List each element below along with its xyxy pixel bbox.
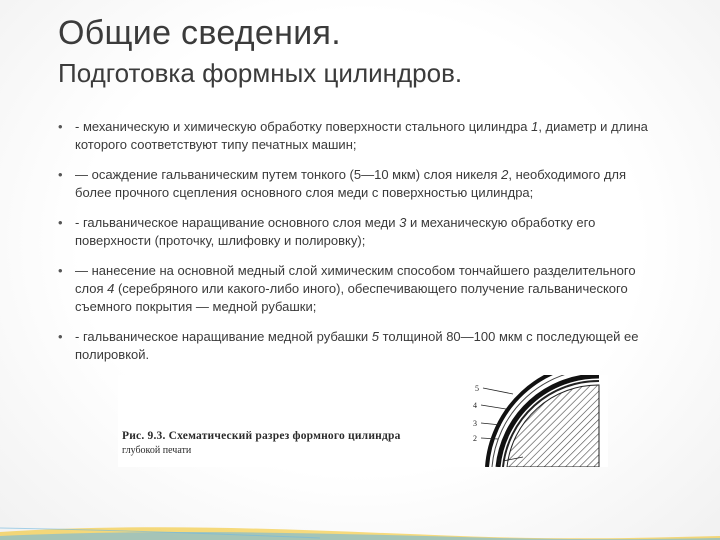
label-4: 4 (473, 401, 477, 410)
decorative-bottom-wave (0, 500, 720, 540)
label-2: 2 (473, 434, 477, 443)
bullet-text: и механическую обработку его поверхности (проточку, шлифовку и полировку); (75, 215, 596, 248)
bullet-dot-icon: • (58, 119, 63, 134)
label-5: 5 (475, 384, 479, 393)
bullet-text: — нанесение на основной медный слой химическим способом тончайшего разделительного слоя (75, 263, 636, 296)
cylinder-figure (118, 375, 608, 467)
label-1: 1 (497, 458, 501, 467)
bullet-list (58, 118, 658, 376)
bullet-text: , необходимого для более прочного сцепления основного слоя меди с поверхностью цилиндра; (75, 167, 627, 200)
bullet-text: толщиной 80—100 мкм с последующей ее полировкой. (75, 329, 639, 362)
bullet-dot-icon: • (58, 167, 63, 182)
slide-subtitle: Подготовка формных цилиндров. (58, 58, 463, 88)
label-3: 3 (473, 419, 477, 428)
bullet-dot-icon: • (58, 215, 63, 230)
bullet-text: - гальваническое наращивание медной рубашки (75, 329, 372, 344)
bullet-dot-icon: • (58, 329, 63, 344)
bullet-text: , диаметр и длина которого соответствуют типу печатных машин; (75, 119, 648, 152)
bullet-text: - гальваническое наращивание основного слоя меди (75, 215, 400, 230)
bullet-item (58, 166, 658, 202)
figure-caption-continued: глубокой печати (122, 445, 192, 456)
bullet-text: (серебряного или какого-либо иного), обеспечивающего получение гальванического съемного покрытия — медной рубашки; (75, 281, 628, 314)
bullet-item (58, 328, 658, 364)
bullet-text: — осаждение гальваническим путем тонкого (5—10 мкм) слоя никеля (75, 167, 502, 182)
cylinder-section-diagram (473, 375, 603, 467)
bullet-number: 4 (107, 281, 115, 296)
bullet-number: 5 (371, 329, 380, 344)
bullet-number: 3 (399, 215, 407, 230)
bullet-number: 1 (531, 119, 539, 134)
bullet-item (58, 118, 658, 154)
bullet-item (58, 214, 658, 250)
bullet-item (58, 262, 658, 316)
figure-caption: Рис. 9.3. Схематический разрез формного цилиндра (122, 430, 401, 442)
bullet-dot-icon: • (58, 263, 63, 278)
bullet-number: 2 (501, 167, 509, 182)
slide-title: Общие сведения. (58, 14, 341, 52)
bullet-text: - механическую и химическую обработку поверхности стального цилиндра (75, 119, 532, 134)
